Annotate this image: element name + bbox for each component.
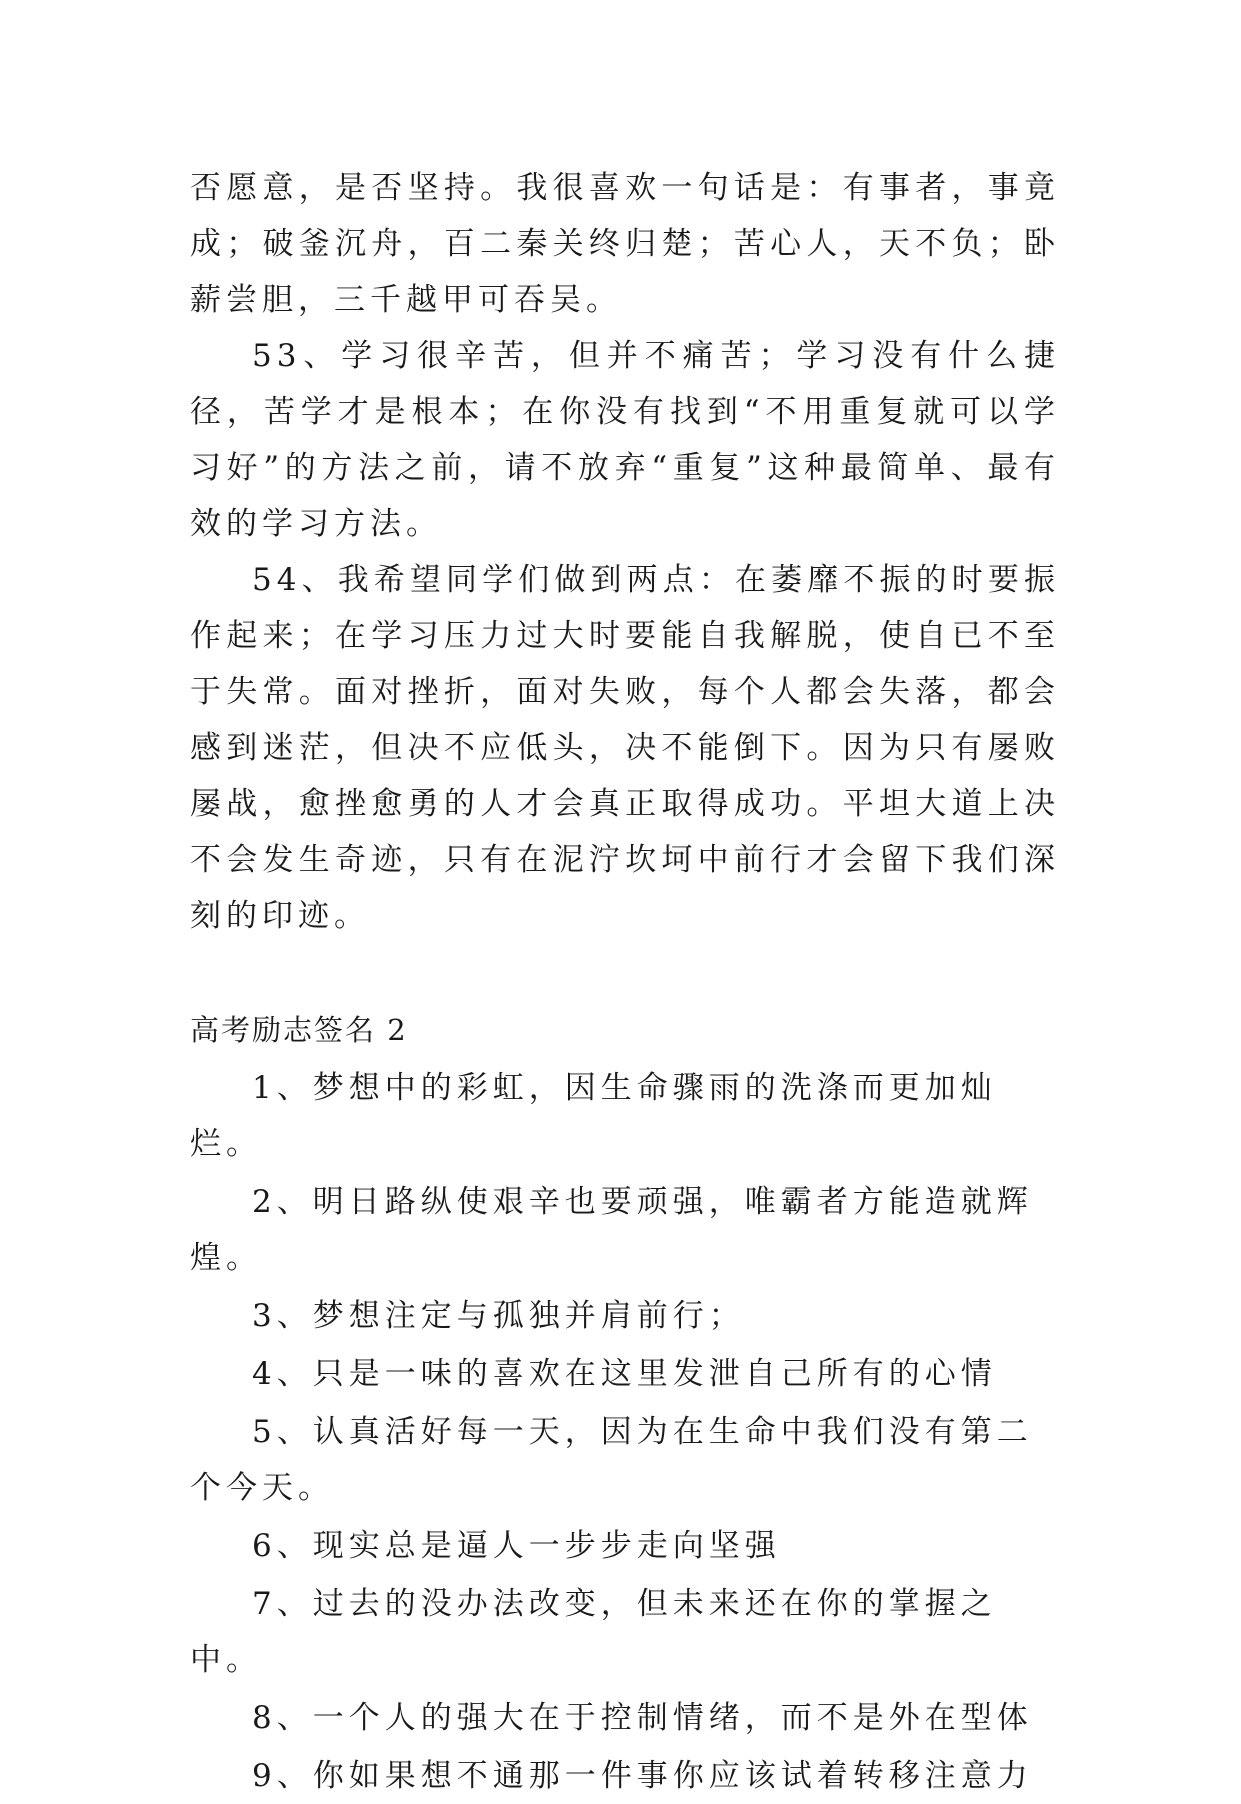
- list-item: 4、只是一味的喜欢在这里发泄自己所有的心情: [252, 1356, 997, 1392]
- paragraph-continuation: 否愿意，是否坚持。我很喜欢一句话是：有事者，事竟成；破釜沉舟，百二秦关终归楚；苦心人，天不负；卧薪尝胆，三千越甲可吞吴。: [190, 170, 1060, 318]
- list-item: 6、现实总是逼人一步步走向坚强: [252, 1528, 781, 1564]
- list-item: 5、认真活好每一天，因为在生命中我们没有第二个今天。: [190, 1414, 1033, 1506]
- list-item: 3、梦想注定与孤独并肩前行；: [252, 1298, 745, 1334]
- list-item: 8、一个人的强大在于控制情绪，而不是外在型体: [252, 1700, 1033, 1736]
- list-item: 2、明日路纵使艰辛也要顽强，唯霸者方能造就辉煌。: [190, 1184, 1033, 1276]
- document-body: [190, 160, 1060, 1804]
- list-item: 7、过去的没办法改变，但未来还在你的掌握之中。: [190, 1586, 997, 1678]
- paragraph-54: 54、我希望同学们做到两点：在萎靡不振的时要振作起来；在学习压力过大时要能自我解脱，使自已不至于失常。面对挫折，面对失败，每个人都会失落，都会感到迷茫，但决不应低头，决不能倒下。因为只有屡败屡战，愈挫愈勇的人才会真正取得成功。平坦大道上决不会发生奇迹，只有在泥泞坎坷中前行才会留下我们深刻的印迹。: [190, 562, 1060, 934]
- section-heading: 高考励志签名 2: [190, 1013, 408, 1047]
- paragraph-53: 53、学习很辛苦，但并不痛苦；学习没有什么捷径，苦学才是根本；在你没有找到“不用重复就可以学习好”的方法之前，请不放弃“重复”这种最简单、最有效的学习方法。: [190, 338, 1060, 542]
- list-item: 9、你如果想不通那一件事你应该试着转移注意力: [252, 1758, 1033, 1794]
- list-item: 1、梦想中的彩虹，因生命骤雨的洗涤而更加灿烂。: [190, 1070, 997, 1162]
